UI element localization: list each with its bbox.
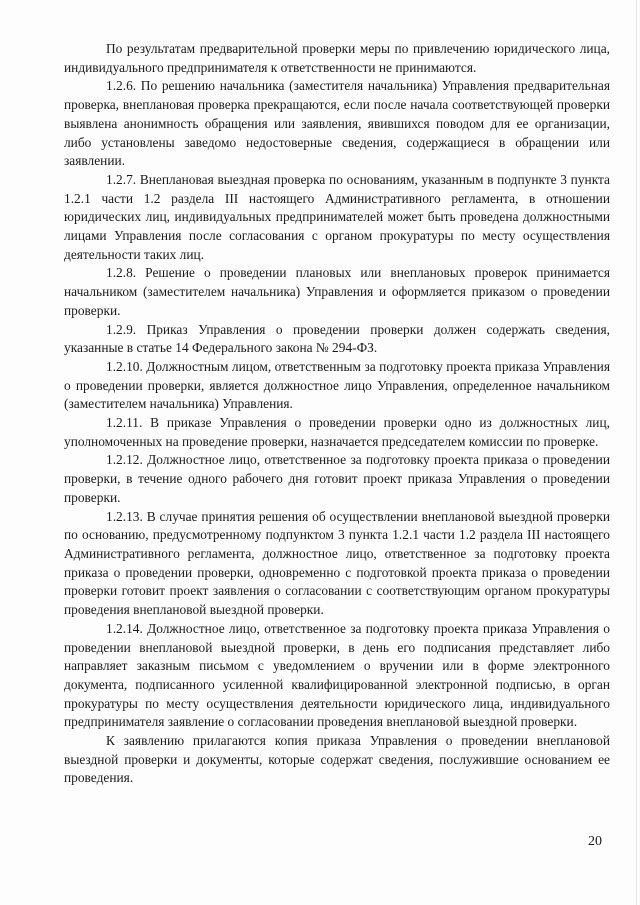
paragraph-1-2-8: 1.2.8. Решение о проведении плановых или внеплановых проверок принимается начальником (заместителем начальника) Управления и оформляется приказом о проведении проверки. bbox=[64, 265, 610, 318]
paragraph-1-2-11: 1.2.11. В приказе Управления о проведении проверки одно из должностных лиц, уполномоченных на проведение проверки, назначается председателем комиссии по проверке. bbox=[64, 415, 610, 449]
scan-edge-divider bbox=[636, 0, 637, 905]
paragraph-1-2-9: 1.2.9. Приказ Управления о проведении проверки должен содержать сведения, указанные в статье 14 Федерального закона № 294-ФЗ. bbox=[64, 321, 610, 356]
paragraph-results-preliminary-check: По результатам предварительной проверки меры по привлечению юридического лица, индивидуального предпринимателя к ответственности не принимаются. bbox=[64, 41, 610, 75]
paragraph-1-2-6: 1.2.6. По решению начальника (заместителя начальника) Управления предварительная проверка, внеплановая проверка прекращаются, если после начала соответствующей проверки выявлена анонимность обращения или заявления, явившихся поводом для ее организации, либо установлены заведомо недостоверные сведения, содержащиеся в обращении или заявлении. bbox=[64, 78, 610, 169]
paragraph-1-2-12: 1.2.12. Должностное лицо, ответственное за подготовку проекта приказа о проведении проверки, в течение одного рабочего дня готовит проект приказа Управления о проведении проверки. bbox=[64, 452, 610, 505]
paragraph-1-2-7: 1.2.7. Внеплановая выездная проверка по основаниям, указанным в подпункте 3 пункта 1.2.1 части 1.2 раздела III настоящего Административного регламента, в отношении юридических лиц, индивидуальных предпринимателей может быть проведена должностными лицами Управления после согласования с органом прокуратуры по месту осуществления деятельности таких лиц. bbox=[64, 171, 610, 262]
page-number: 20 bbox=[588, 834, 602, 849]
paragraph-1-2-10: 1.2.10. Должностным лицом, ответственным за подготовку проекта приказа Управления о проведении проверки, является должностное лицо Управления, определенное начальником (заместителем начальника) Управления. bbox=[64, 358, 610, 412]
paragraph-1-2-14: 1.2.14. Должностное лицо, ответственное за подготовку проекта приказа Управления о проведении внеплановой выездной проверки, в день его подписания представляет либо направляет заказным письмом с уведомлением о вручении или в форме электронного документа, подписанного усиленной квалифицированной электронной подписью, в орган прокуратуры по месту осуществления деятельности юридического лица, индивидуального предпринимателя заявление о согласовании проведения внеплановой выездной проверки. bbox=[64, 620, 610, 730]
paragraph-attachments: К заявлению прилагаются копия приказа Управления о проведении внеплановой выездной проверки и документы, которые содержат сведения, послужившие основанием ее проведения. bbox=[64, 733, 610, 786]
document-body bbox=[64, 40, 610, 788]
paragraph-1-2-13: 1.2.13. В случае принятия решения об осуществлении внеплановой выездной проверки по основанию, предусмотренному подпунктом 3 пункта 1.2.1 части 1.2 раздела III настоящего Административного регламента, должностное лицо, ответственное за подготовку проекта приказа о проведении проверки, одновременно с подготовкой проекта приказа о проведении проверки готовит проект заявления о согласовании с соответствующим органом прокуратуры проведения внеплановой выездной проверки. bbox=[64, 508, 610, 618]
